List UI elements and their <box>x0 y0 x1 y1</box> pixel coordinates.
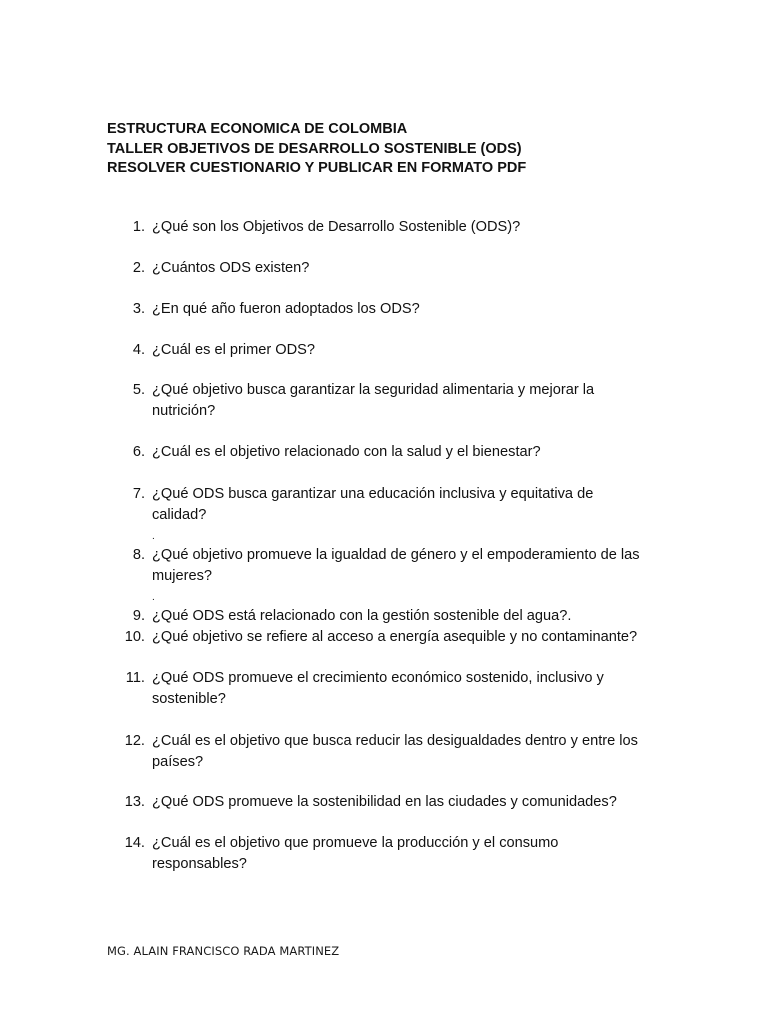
item-number: 3. <box>132 301 145 317</box>
item-text: ¿Qué ODS está relacionado con la gestión sostenible del agua?. <box>152 608 572 624</box>
item-text: ¿Qué ODS promueve el crecimiento económico sostenido, inclusivo y sostenible? <box>152 670 604 707</box>
item-text: ¿Qué objetivo se refiere al acceso a energía asequible y no contaminante? <box>152 629 638 645</box>
item-number: 13. <box>124 794 145 810</box>
item-number: 1. <box>132 219 145 235</box>
item-text: ¿Qué ODS busca garantizar una educación inclusiva y equitativa de calidad? <box>152 486 594 523</box>
instructions: RESOLVER CUESTIONARIO Y PUBLICAR EN FORMATO PDF <box>107 160 527 176</box>
footer-author: MG. ALAIN FRANCISCO RADA MARTINEZ <box>107 944 340 958</box>
item-number: 8. <box>132 547 145 563</box>
item-number: 10. <box>124 629 145 645</box>
document-header <box>107 120 526 179</box>
item-text: ¿Qué ODS promueve la sostenibilidad en las ciudades y comunidades? <box>152 794 617 810</box>
item-text: ¿Cuál es el primer ODS? <box>152 342 316 358</box>
item-number: 5. <box>132 382 145 398</box>
workshop-title: TALLER OBJETIVOS DE DESARROLLO SOSTENIBLE (ODS) <box>107 140 522 157</box>
item-text: ¿Qué objetivo busca garantizar la seguridad alimentaria y mejorar la nutrición? <box>152 382 595 419</box>
stray-mark: . <box>152 531 155 542</box>
course-title: ESTRUCTURA ECONOMICA DE COLOMBIA <box>107 121 408 137</box>
item-text: ¿Cuál es el objetivo relacionado con la salud y el bienestar? <box>152 444 541 460</box>
item-number: 2. <box>132 260 145 276</box>
item-number: 4. <box>132 342 145 358</box>
item-text: ¿Cuántos ODS existen? <box>152 260 310 276</box>
item-number: 6. <box>132 444 145 460</box>
item-text: ¿Qué son los Objetivos de Desarrollo Sostenible (ODS)? <box>152 219 521 235</box>
item-text: ¿Qué objetivo promueve la igualdad de género y el empoderamiento de las mujeres? <box>152 547 640 584</box>
item-number: 12. <box>124 733 145 749</box>
item-number: 9. <box>132 608 145 624</box>
item-text: ¿Cuál es el objetivo que busca reducir las desigualdades dentro y entre los países? <box>152 733 638 770</box>
item-number: 14. <box>124 835 145 851</box>
item-number: 11. <box>125 670 145 686</box>
item-number: 7. <box>132 486 145 502</box>
stray-mark: . <box>152 592 155 603</box>
item-text: ¿En qué año fueron adoptados los ODS? <box>152 301 420 317</box>
item-text: ¿Cuál es el objetivo que promueve la producción y el consumo responsables? <box>152 835 559 872</box>
